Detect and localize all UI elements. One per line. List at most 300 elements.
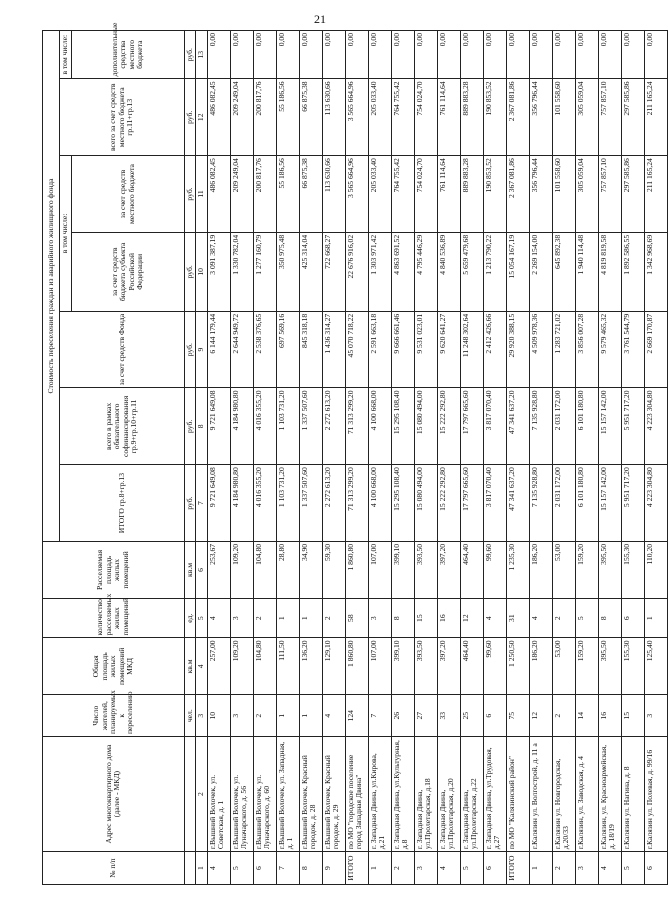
cell-cofin: 15 080 494,00: [414, 388, 437, 465]
cell-area: 107,00: [368, 638, 391, 695]
cell-area: 155,30: [621, 638, 644, 695]
cell-people: 15: [621, 695, 644, 737]
cell-cnt: 4: [483, 598, 506, 637]
cell-people: 26: [391, 695, 414, 737]
cell-cnt: 31: [506, 598, 529, 637]
cell-loc: 205 033,40: [368, 156, 391, 233]
cell-itogo: 4 100 668,00: [368, 465, 391, 542]
cell-cofin: 4 016 355,20: [253, 388, 276, 465]
cell-n: 3: [575, 852, 598, 885]
cell-area: 111,50: [276, 638, 299, 695]
cell-cofin: 15 157 142,00: [598, 388, 621, 465]
col-number: 1: [196, 852, 208, 885]
cell-people: 3: [230, 695, 253, 737]
unit-cell: руб.: [184, 79, 196, 156]
cell-add: 0,00: [368, 31, 391, 79]
cell-n: 6: [483, 852, 506, 885]
cell-sqm: 186,20: [529, 541, 552, 598]
cell-loc: 486 082,45: [207, 156, 230, 233]
unit-cell: руб.: [184, 156, 196, 233]
table-total-row: [506, 31, 529, 885]
cell-add: 0,00: [207, 31, 230, 79]
cell-area: 125,40: [644, 638, 667, 695]
cell-area: 99,60: [483, 638, 506, 695]
cell-add: 0,00: [644, 31, 667, 79]
cell-fund: 2 669 170,87: [644, 311, 667, 388]
unit-cell: руб.: [184, 465, 196, 542]
cell-itogo: 4 184 980,80: [230, 465, 253, 542]
cell-addr: г.Калязин ул. Полевая, д. 99/16: [644, 737, 667, 852]
cell-people: 1: [299, 695, 322, 737]
header-cofin: всего в рамках обязательного софинансирования гр.9+гр.10+гр.11: [60, 388, 185, 465]
cell-people: 1: [276, 695, 299, 737]
cell-loc: 757 857,10: [598, 156, 621, 233]
unit-cell: [184, 737, 196, 852]
cell-area: 1 860,80: [345, 638, 368, 695]
cell-loc: 305 059,04: [575, 156, 598, 233]
cell-addr: г.Вышний Волочек, Красный городок, д. 28: [299, 737, 322, 852]
cell-area: 129,10: [322, 638, 345, 695]
cell-loc: 356 796,44: [529, 156, 552, 233]
cell-cnt: 15: [414, 598, 437, 637]
cell-subj: 1 330 782,04: [230, 232, 253, 311]
header-rooms-count: количество расселяемых жилых помещений: [43, 598, 185, 637]
cell-subj: 22 676 916,02: [345, 232, 368, 311]
cell-n: 2: [391, 852, 414, 885]
cell-addr: г. Западная Двина, ул.Пролетарская, д.20: [437, 737, 460, 852]
cell-loc-total: 200 817,76: [253, 79, 276, 156]
cell-subj: 4 840 536,89: [437, 232, 460, 311]
cell-area: 109,20: [230, 638, 253, 695]
cell-cnt: 12: [460, 598, 483, 637]
cell-loc-total: 754 024,70: [414, 79, 437, 156]
cell-cofin: 5 951 717,20: [621, 388, 644, 465]
cell-cofin: 1 337 507,60: [299, 388, 322, 465]
cell-loc-total: 3 565 664,96: [345, 79, 368, 156]
cell-itogo: 6 101 180,80: [575, 465, 598, 542]
cell-sqm: 155,30: [621, 541, 644, 598]
cell-area: 257,00: [207, 638, 230, 695]
cell-sqm: 34,90: [299, 541, 322, 598]
cell-sqm: 107,00: [368, 541, 391, 598]
cell-loc-total: 764 755,42: [391, 79, 414, 156]
table-row: [529, 31, 552, 885]
table-row: [368, 31, 391, 885]
cell-area: 186,20: [529, 638, 552, 695]
col-number: 9: [196, 311, 208, 388]
cell-add: 0,00: [437, 31, 460, 79]
cell-fund: 1 436 314,27: [322, 311, 345, 388]
table-row: [207, 31, 230, 885]
cell-add: 0,00: [276, 31, 299, 79]
cell-loc-total: 761 114,64: [437, 79, 460, 156]
table-row: [644, 31, 667, 885]
cell-add: 0,00: [345, 31, 368, 79]
cell-cofin: 9 721 649,08: [207, 388, 230, 465]
unit-cell: кв.м: [184, 541, 196, 598]
cell-sqm: 395,50: [598, 541, 621, 598]
cell-cofin: 15 295 108,40: [391, 388, 414, 465]
table-row: [437, 31, 460, 885]
cell-cofin: 4 100 668,00: [368, 388, 391, 465]
cell-addr: г. Западная Двина, ул.Трудовая, д.27: [483, 737, 506, 852]
cell-add: 0,00: [621, 31, 644, 79]
cell-people: 3: [644, 695, 667, 737]
col-number: 8: [196, 388, 208, 465]
cell-sqm: 397,20: [437, 541, 460, 598]
cell-fund: 697 569,16: [276, 311, 299, 388]
cell-loc: 761 114,64: [437, 156, 460, 233]
cell-subj: 5 659 479,68: [460, 232, 483, 311]
header-local: за счет средств местного бюджета: [71, 156, 184, 233]
cell-loc-total: 190 853,52: [483, 79, 506, 156]
cell-cofin: 17 797 665,60: [460, 388, 483, 465]
cell-add: 0,00: [552, 31, 575, 79]
cell-cofin: 15 222 292,80: [437, 388, 460, 465]
cell-cnt: 8: [391, 598, 414, 637]
col-number: 7: [196, 465, 208, 542]
cell-itogo: 15 295 108,40: [391, 465, 414, 542]
cell-fund: 6 144 179,44: [207, 311, 230, 388]
cell-n: 2: [552, 852, 575, 885]
cell-itogo: 4 016 355,20: [253, 465, 276, 542]
unit-cell: [184, 852, 196, 885]
cell-area: 393,50: [414, 638, 437, 695]
cell-sqm: 99,60: [483, 541, 506, 598]
cell-cofin: 1 103 731,20: [276, 388, 299, 465]
cell-cnt: 2: [552, 598, 575, 637]
cell-sqm: 159,20: [575, 541, 598, 598]
cell-fund: 3 761 544,79: [621, 311, 644, 388]
unit-cell: руб.: [184, 311, 196, 388]
cell-loc: 3 565 664,96: [345, 156, 368, 233]
cell-cnt: 1: [276, 598, 299, 637]
table-row: [414, 31, 437, 885]
cell-fund: 2 591 663,18: [368, 311, 391, 388]
cell-loc: 754 024,70: [414, 156, 437, 233]
cell-subj: 1 892 586,55: [621, 232, 644, 311]
cell-itogo: 15 157 142,00: [598, 465, 621, 542]
cell-n: 5: [460, 852, 483, 885]
cell-cnt: 1: [644, 598, 667, 637]
cell-cnt: 8: [598, 598, 621, 637]
cell-cnt: 4: [207, 598, 230, 637]
cell-people: 10: [207, 695, 230, 737]
cell-n: 9: [322, 852, 345, 885]
cell-subj: 425 314,04: [299, 232, 322, 311]
cell-add: 0,00: [575, 31, 598, 79]
cell-subj: 722 668,27: [322, 232, 345, 311]
unit-cell: руб.: [184, 232, 196, 311]
cell-loc: 190 853,52: [483, 156, 506, 233]
cell-people: 25: [460, 695, 483, 737]
cell-cofin: 4 184 980,80: [230, 388, 253, 465]
cell-fund: 9 531 023,01: [414, 311, 437, 388]
col-number: 4: [196, 638, 208, 695]
header-incl: в том числе:: [60, 156, 72, 312]
cell-itogo: 17 797 665,60: [460, 465, 483, 542]
cell-add: 0,00: [414, 31, 437, 79]
cell-sqm: 109,20: [230, 541, 253, 598]
cell-addr: г. Западная Двина, ул.Пролетарская, д.22: [460, 737, 483, 852]
cell-fund: 1 283 721,02: [552, 311, 575, 388]
table-row: [230, 31, 253, 885]
cell-fund: 45 070 718,22: [345, 311, 368, 388]
cell-itogo: 71 313 299,20: [345, 465, 368, 542]
cell-loc-total: 2 367 081,86: [506, 79, 529, 156]
table-row: [621, 31, 644, 885]
cell-itogo: 2 272 613,20: [322, 465, 345, 542]
cell-cnt: 3: [230, 598, 253, 637]
page-number: 21: [314, 12, 326, 26]
col-number: 5: [196, 598, 208, 637]
cell-subj: 1 342 968,69: [644, 232, 667, 311]
unit-cell: чел.: [184, 695, 196, 737]
unit-cell: руб.: [184, 388, 196, 465]
cell-loc: 55 186,56: [276, 156, 299, 233]
table-row: [322, 31, 345, 885]
cell-fund: 4 509 978,36: [529, 311, 552, 388]
cell-n: ИТОГО: [506, 852, 529, 885]
cell-sqm: 28,80: [276, 541, 299, 598]
cell-cofin: 4 223 304,80: [644, 388, 667, 465]
cell-loc-total: 209 249,04: [230, 79, 253, 156]
header-rooms-area: Расселяемая площадь жилых помещений: [43, 541, 185, 598]
cell-n: 1: [529, 852, 552, 885]
table-row: [276, 31, 299, 885]
cell-addr: г.Вышний Волочек, ул. Луначарского, д. 60: [253, 737, 276, 852]
cell-area: 397,20: [437, 638, 460, 695]
cell-fund: 845 318,18: [299, 311, 322, 388]
cell-sqm: 59,30: [322, 541, 345, 598]
cell-add: 0,00: [598, 31, 621, 79]
cell-n: 8: [299, 852, 322, 885]
cell-people: 16: [598, 695, 621, 737]
rotated-table-wrapper: [42, 22, 654, 885]
cell-area: 136,20: [299, 638, 322, 695]
cell-loc: 211 165,24: [644, 156, 667, 233]
cell-cofin: 2 272 613,20: [322, 388, 345, 465]
unit-cell: кв.м: [184, 638, 196, 695]
cell-loc: 2 367 081,86: [506, 156, 529, 233]
cell-cofin: 71 313 299,20: [345, 388, 368, 465]
cell-cnt: 2: [322, 598, 345, 637]
cell-area: 1 250,50: [506, 638, 529, 695]
cell-n: 3: [414, 852, 437, 885]
cell-fund: 2 412 426,66: [483, 311, 506, 388]
header-local-total: всего за счет средств местного бюджета гр.11+гр.13: [60, 79, 185, 156]
cell-sqm: 104,80: [253, 541, 276, 598]
cell-cnt: 4: [529, 598, 552, 637]
cell-itogo: 7 135 928,80: [529, 465, 552, 542]
cell-people: 7: [368, 695, 391, 737]
cell-subj: 1 213 790,22: [483, 232, 506, 311]
cell-addr: г.Калязин, ул. Красноармейская, д. 18/19: [598, 737, 621, 852]
cell-cnt: 1: [299, 598, 322, 637]
cell-area: 395,50: [598, 638, 621, 695]
cell-people: 4: [322, 695, 345, 737]
header-itogo: ИТОГО гр.8+гр.13: [60, 465, 185, 542]
cell-itogo: 1 103 731,20: [276, 465, 299, 542]
cell-subj: 1 277 160,79: [253, 232, 276, 311]
header-residents: Число жителей, планируемых к переселению: [43, 695, 185, 737]
cell-itogo: 15 222 292,80: [437, 465, 460, 542]
cell-sqm: 253,67: [207, 541, 230, 598]
cell-n: 4: [437, 852, 460, 885]
cell-add: 0,00: [506, 31, 529, 79]
cell-add: 0,00: [322, 31, 345, 79]
cell-n: 1: [368, 852, 391, 885]
cell-n: 5: [230, 852, 253, 885]
col-number: 10: [196, 232, 208, 311]
cell-addr: г.Вышний Волочек, ул. Советская, д. 1: [207, 737, 230, 852]
cell-sqm: 53,00: [552, 541, 575, 598]
cell-area: 104,80: [253, 638, 276, 695]
cell-fund: 9 579 465,32: [598, 311, 621, 388]
cell-n: 6: [644, 852, 667, 885]
cell-addr: г. Западная Двина, ул.Пролетарская, д.18: [414, 737, 437, 852]
cell-addr: г.Калязин, ул. Заводская, д. 4: [575, 737, 598, 852]
cell-loc-total: 211 165,24: [644, 79, 667, 156]
cell-people: 124: [345, 695, 368, 737]
resettlement-cost-table: [42, 22, 668, 885]
col-number: 2: [196, 737, 208, 852]
cell-people: 27: [414, 695, 437, 737]
table-row: [460, 31, 483, 885]
cell-addr: г.Калязин ул. Новгородская, д.20/33: [552, 737, 575, 852]
table-row: [391, 31, 414, 885]
cell-loc: 209 249,04: [230, 156, 253, 233]
cell-addr: г.Вышний Волочек, Красный городок, д. 29: [322, 737, 345, 852]
cell-fund: 29 920 388,15: [506, 311, 529, 388]
cell-n: 7: [276, 852, 299, 885]
cell-loc: 297 585,86: [621, 156, 644, 233]
cell-loc: 101 558,60: [552, 156, 575, 233]
cell-addr: по МО "городское поселение город Западная Двина": [345, 737, 368, 852]
cell-addr: г.Калязин ул. Волгострой, д. 11 а: [529, 737, 552, 852]
cell-addr: по МО "Калязинский район": [506, 737, 529, 852]
cell-n: 4: [207, 852, 230, 885]
cell-itogo: 4 223 304,80: [644, 465, 667, 542]
cell-n: ИТОГО: [345, 852, 368, 885]
cell-add: 0,00: [230, 31, 253, 79]
cell-loc: 200 817,76: [253, 156, 276, 233]
cell-subj: 350 975,48: [276, 232, 299, 311]
cell-loc: 889 883,28: [460, 156, 483, 233]
cell-itogo: 15 080 494,00: [414, 465, 437, 542]
cell-add: 0,00: [299, 31, 322, 79]
cell-addr: г.Калязин ул. Нагина, д. 8: [621, 737, 644, 852]
cell-fund: 11 248 302,64: [460, 311, 483, 388]
col-number: 11: [196, 156, 208, 233]
cell-addr: г.Вышний Волочек, ул. Западная, д. 1: [276, 737, 299, 852]
unit-cell: ед.: [184, 598, 196, 637]
cell-people: 6: [483, 695, 506, 737]
cell-loc-total: 889 883,28: [460, 79, 483, 156]
cell-cofin: 2 031 172,00: [552, 388, 575, 465]
unit-cell: руб.: [184, 31, 196, 79]
cell-itogo: 9 721 649,08: [207, 465, 230, 542]
cell-itogo: 1 337 507,60: [299, 465, 322, 542]
cell-people: 2: [552, 695, 575, 737]
cell-loc-total: 757 857,10: [598, 79, 621, 156]
cell-subj: 645 892,38: [552, 232, 575, 311]
cell-fund: 9 666 661,46: [391, 311, 414, 388]
cell-sqm: 1 235,30: [506, 541, 529, 598]
cell-itogo: 5 951 717,20: [621, 465, 644, 542]
cell-cofin: 3 817 070,40: [483, 388, 506, 465]
cell-itogo: 3 817 070,40: [483, 465, 506, 542]
cell-area: 53,00: [552, 638, 575, 695]
header-total-area: Общая площадь жилых помещений МКД: [43, 638, 185, 695]
cell-cofin: 6 101 180,80: [575, 388, 598, 465]
cell-add: 0,00: [529, 31, 552, 79]
cell-itogo: 2 031 172,00: [552, 465, 575, 542]
cell-add: 0,00: [483, 31, 506, 79]
table-row: [575, 31, 598, 885]
cell-subj: 4 795 446,29: [414, 232, 437, 311]
cell-subj: 4 819 819,58: [598, 232, 621, 311]
cell-people: 75: [506, 695, 529, 737]
cell-cofin: 7 135 928,80: [529, 388, 552, 465]
cell-loc-total: 297 585,86: [621, 79, 644, 156]
col-number: 13: [196, 31, 208, 79]
table-row: [598, 31, 621, 885]
cell-cnt: 5: [575, 598, 598, 637]
cell-area: 464,40: [460, 638, 483, 695]
cell-loc-total: 113 630,66: [322, 79, 345, 156]
cell-subj: 2 269 154,00: [529, 232, 552, 311]
cell-area: 399,10: [391, 638, 414, 695]
cell-loc: 113 630,66: [322, 156, 345, 233]
cell-fund: 9 620 641,27: [437, 311, 460, 388]
cell-subj: 4 863 691,52: [391, 232, 414, 311]
cell-loc-total: 55 186,56: [276, 79, 299, 156]
cell-sqm: 1 860,80: [345, 541, 368, 598]
column-numbers-row: [196, 31, 208, 885]
cell-addr: г. Западная Двина, ул.Кирова, д.21: [368, 737, 391, 852]
cell-itogo: 47 341 637,20: [506, 465, 529, 542]
cell-fund: 3 856 007,28: [575, 311, 598, 388]
cell-loc-total: 305 059,04: [575, 79, 598, 156]
cell-loc-total: 356 796,44: [529, 79, 552, 156]
cell-cnt: 2: [253, 598, 276, 637]
header-address: Адрес многоквартирного дома (далее - МКД): [43, 737, 185, 852]
cell-loc: 764 755,42: [391, 156, 414, 233]
cell-cnt: 6: [621, 598, 644, 637]
cell-subj: 1 940 114,48: [575, 232, 598, 311]
cell-people: 33: [437, 695, 460, 737]
cell-sqm: 110,20: [644, 541, 667, 598]
cell-people: 2: [253, 695, 276, 737]
cell-loc-total: 486 082,45: [207, 79, 230, 156]
units-row: [184, 31, 196, 885]
cell-sqm: 464,40: [460, 541, 483, 598]
cell-sqm: 393,50: [414, 541, 437, 598]
header-subject: за счет средств бюджета субъекта Российской Федерации: [71, 232, 184, 311]
cell-add: 0,00: [460, 31, 483, 79]
cell-n: 6: [253, 852, 276, 885]
cell-loc-total: 101 558,60: [552, 79, 575, 156]
cell-people: 14: [575, 695, 598, 737]
col-number: 6: [196, 541, 208, 598]
table-row: [253, 31, 276, 885]
cell-loc-total: 66 875,38: [299, 79, 322, 156]
cell-fund: 2 538 376,65: [253, 311, 276, 388]
table-row: [552, 31, 575, 885]
cell-sqm: 399,10: [391, 541, 414, 598]
cell-area: 159,20: [575, 638, 598, 695]
